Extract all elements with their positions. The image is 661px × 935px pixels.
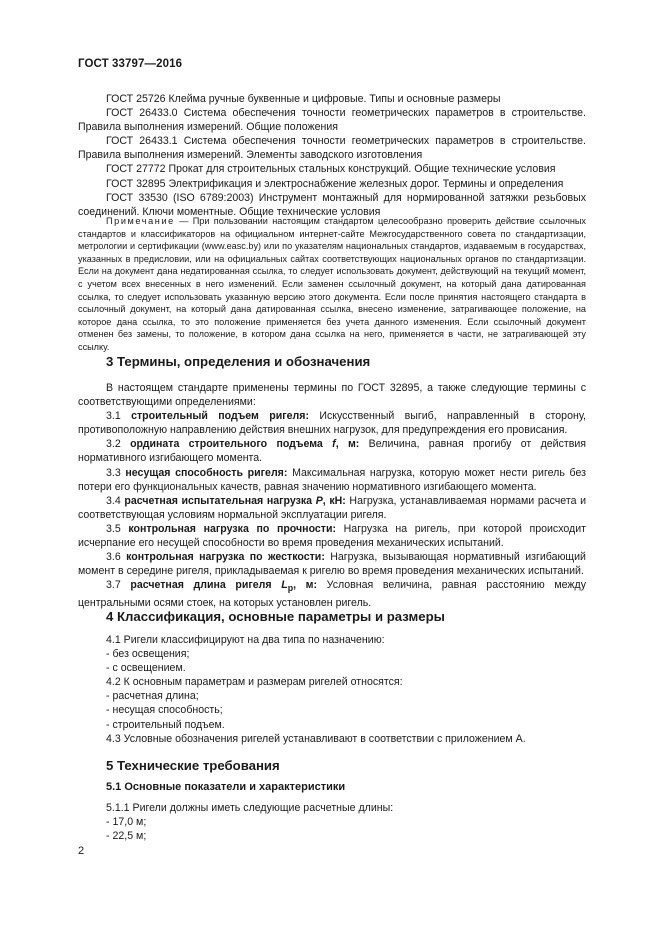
term-definition-text: Нагрузка, устанавливаемая нормами расчета и соответствующая условиям нормальной эксплуатации ригеля. bbox=[78, 494, 586, 521]
term-name: расчетная испытательная нагрузка P, кН: bbox=[124, 494, 346, 507]
section-3-title: 3 Термины, определения и обозначения bbox=[106, 354, 371, 369]
term-definition bbox=[78, 466, 586, 494]
term-definition bbox=[78, 522, 586, 550]
list-item: - расчетная длина; bbox=[106, 690, 199, 703]
term-symbol: f bbox=[332, 438, 336, 451]
term-definition bbox=[78, 578, 586, 609]
term-text: несущая способность ригеля bbox=[125, 466, 284, 479]
term-number: 3.4 bbox=[106, 494, 121, 507]
list-item: 4.2 К основным параметрам и размерам ригелей относятся: bbox=[106, 676, 403, 689]
list-item: - несущая способность; bbox=[106, 704, 223, 717]
reference-item: ГОСТ 27772 Прокат для строительных стальных конструкций. Общие технические условия bbox=[106, 163, 556, 176]
term-definition-text: Искусственный выгиб, направленный в сторону, противоположную направлению действия внешних нагрузок, для предупреждения его провисания. bbox=[78, 410, 586, 437]
term-text: расчетная длина ригеля bbox=[130, 579, 272, 592]
term-definition-text: Условная величина, равная расстоянию между центральными осями стоек, на которых установлен ригель. bbox=[78, 579, 586, 609]
section-4-body bbox=[78, 633, 586, 746]
term-definition bbox=[78, 409, 586, 437]
term-definition bbox=[78, 494, 586, 522]
list-item: - строительный подъем. bbox=[106, 718, 225, 731]
term-unit: , кН bbox=[322, 494, 343, 507]
term-number: 3.7 bbox=[106, 579, 121, 592]
term-number: 3.5 bbox=[106, 522, 121, 535]
note-label: Примечание bbox=[106, 216, 175, 226]
note-text: — При пользовании настоящим стандартом целесообразно проверить действие ссылочных стандартов и классификаторов на официальном интернет-сайте Межгосударственного совета по стандартизации, метрологии и сертификации (www.easc.by) или по указателям национальных стандартов, издаваемым в государствах, указанных в предисловии, или на официальных сайтах соответствующих национальных органов по стандартизации. Если на документ дана недатированная ссылка, то следует использовать документ, действующий на текущий момент, с учетом всех внесенных в него изменений. Если заменен ссылочный документ, на который дана датированная ссылка, то следует использовать указанную версию этого документа. Если после принятия настоящего стандарта в ссылочный документ, на который дана датированная ссылка, внесено изменение, затрагивающее положение, на которое дана ссылка, то это положение применяется без учета данного изменения. Если ссылочный документ отменен без замены, то положение, в котором дана ссылка на него, применяется в части, не затрагивающей эту ссылку. bbox=[78, 216, 586, 352]
term-text: расчетная испытательная нагрузка bbox=[124, 494, 313, 507]
term-unit: , м bbox=[335, 438, 356, 451]
reference-item: ГОСТ 32895 Электрификация и электроснабжение железных дорог. Термины и определения bbox=[106, 177, 564, 190]
term-name: несущая способность ригеля: bbox=[125, 466, 288, 479]
reference-item: ГОСТ 33530 (ISO 6789:2003) Инструмент монтажный для нормированной затяжки резьбовых соединений. Ключи моментные. Общие технические условия bbox=[78, 191, 586, 218]
term-number: 3.1 bbox=[106, 410, 121, 423]
term-definition bbox=[78, 437, 586, 465]
term-name: строительный подъем ригеля: bbox=[131, 410, 309, 423]
term-text: контрольная нагрузка по жесткости bbox=[126, 551, 322, 564]
normative-references bbox=[78, 92, 586, 219]
term-definition-text: Нагрузка на ригель, при которой происходит исчерпание его несущей способности во время проведения механических испытаний. bbox=[78, 522, 587, 550]
term-subscript: p bbox=[287, 583, 294, 594]
list-item: 4.3 Условные обозначения ригелей устанавливают в соответствии с приложением А. bbox=[106, 732, 526, 745]
term-definition-text: Нагрузка, вызывающая нормативный изгибающий момент в середине ригеля, прикладываемая к ригелю во время проведения механических испытаний. bbox=[78, 551, 586, 578]
term-name: контрольная нагрузка по жесткости: bbox=[126, 551, 325, 564]
term-number: 3.2 bbox=[106, 438, 121, 451]
term-symbol: L bbox=[281, 579, 288, 592]
term-number: 3.3 bbox=[106, 466, 121, 479]
reference-item: ГОСТ 25726 Клейма ручные буквенные и цифровые. Типы и основные размеры bbox=[106, 93, 501, 105]
term-name: ордината строительного подъема f, м: bbox=[130, 438, 360, 451]
section-5-body bbox=[78, 801, 586, 843]
reference-item: ГОСТ 26433.0 Система обеспечения точности геометрических параметров в строительстве. Правила выполнения измерений. Общие положения bbox=[78, 107, 586, 134]
list-item: - 22,5 м; bbox=[106, 830, 147, 843]
list-item: - без освещения; bbox=[106, 648, 190, 661]
term-number: 3.6 bbox=[106, 551, 121, 564]
page-header: ГОСТ 33797—2016 bbox=[78, 58, 183, 70]
term-text: строительный подъем ригеля bbox=[131, 410, 306, 423]
term-text: контрольная нагрузка по прочности bbox=[128, 522, 333, 535]
section-3-body bbox=[78, 381, 586, 610]
term-unit: , м bbox=[293, 579, 314, 592]
term-definition-text: Величина, равная прогибу от действия нормативного изгибающего момента. bbox=[78, 438, 586, 465]
reference-item: ГОСТ 26433.1 Система обеспечения точности геометрических параметров в строительстве. Правила выполнения измерений. Элементы заводского изготовления bbox=[78, 135, 586, 162]
section-3-intro: В настоящем стандарте применены термины по ГОСТ 32895, а также следующие термины с соответствующими определениями: bbox=[78, 382, 586, 409]
term-definition bbox=[78, 550, 586, 578]
term-definition-text: Максимальная нагрузка, которую может нести ригель без потери его функциональных качеств, равная значению нормативного изгибающего момента. bbox=[78, 466, 586, 493]
term-text: ордината строительного подъема bbox=[130, 438, 323, 451]
section-5-1-title: 5.1 Основные показатели и характеристики bbox=[106, 781, 346, 793]
term-name: расчетная длина ригеля $L_p$, м: bbox=[130, 579, 318, 594]
term-name: контрольная нагрузка по прочности: bbox=[128, 522, 337, 535]
list-item: - с освещением. bbox=[106, 662, 186, 675]
section-4-title: 4 Классификация, основные параметры и размеры bbox=[106, 609, 445, 624]
terms-list bbox=[78, 409, 586, 609]
page-number: 2 bbox=[78, 845, 85, 857]
term-symbol: P bbox=[315, 494, 323, 507]
list-item: 4.1 Ригели классифицируют на два типа по назначению: bbox=[106, 634, 385, 646]
list-item: 5.1.1 Ригели должны иметь следующие расчетные длины: bbox=[106, 802, 394, 814]
list-item: - 17,0 м; bbox=[106, 816, 147, 829]
note bbox=[78, 215, 586, 354]
section-5-title: 5 Технические требования bbox=[106, 758, 280, 773]
